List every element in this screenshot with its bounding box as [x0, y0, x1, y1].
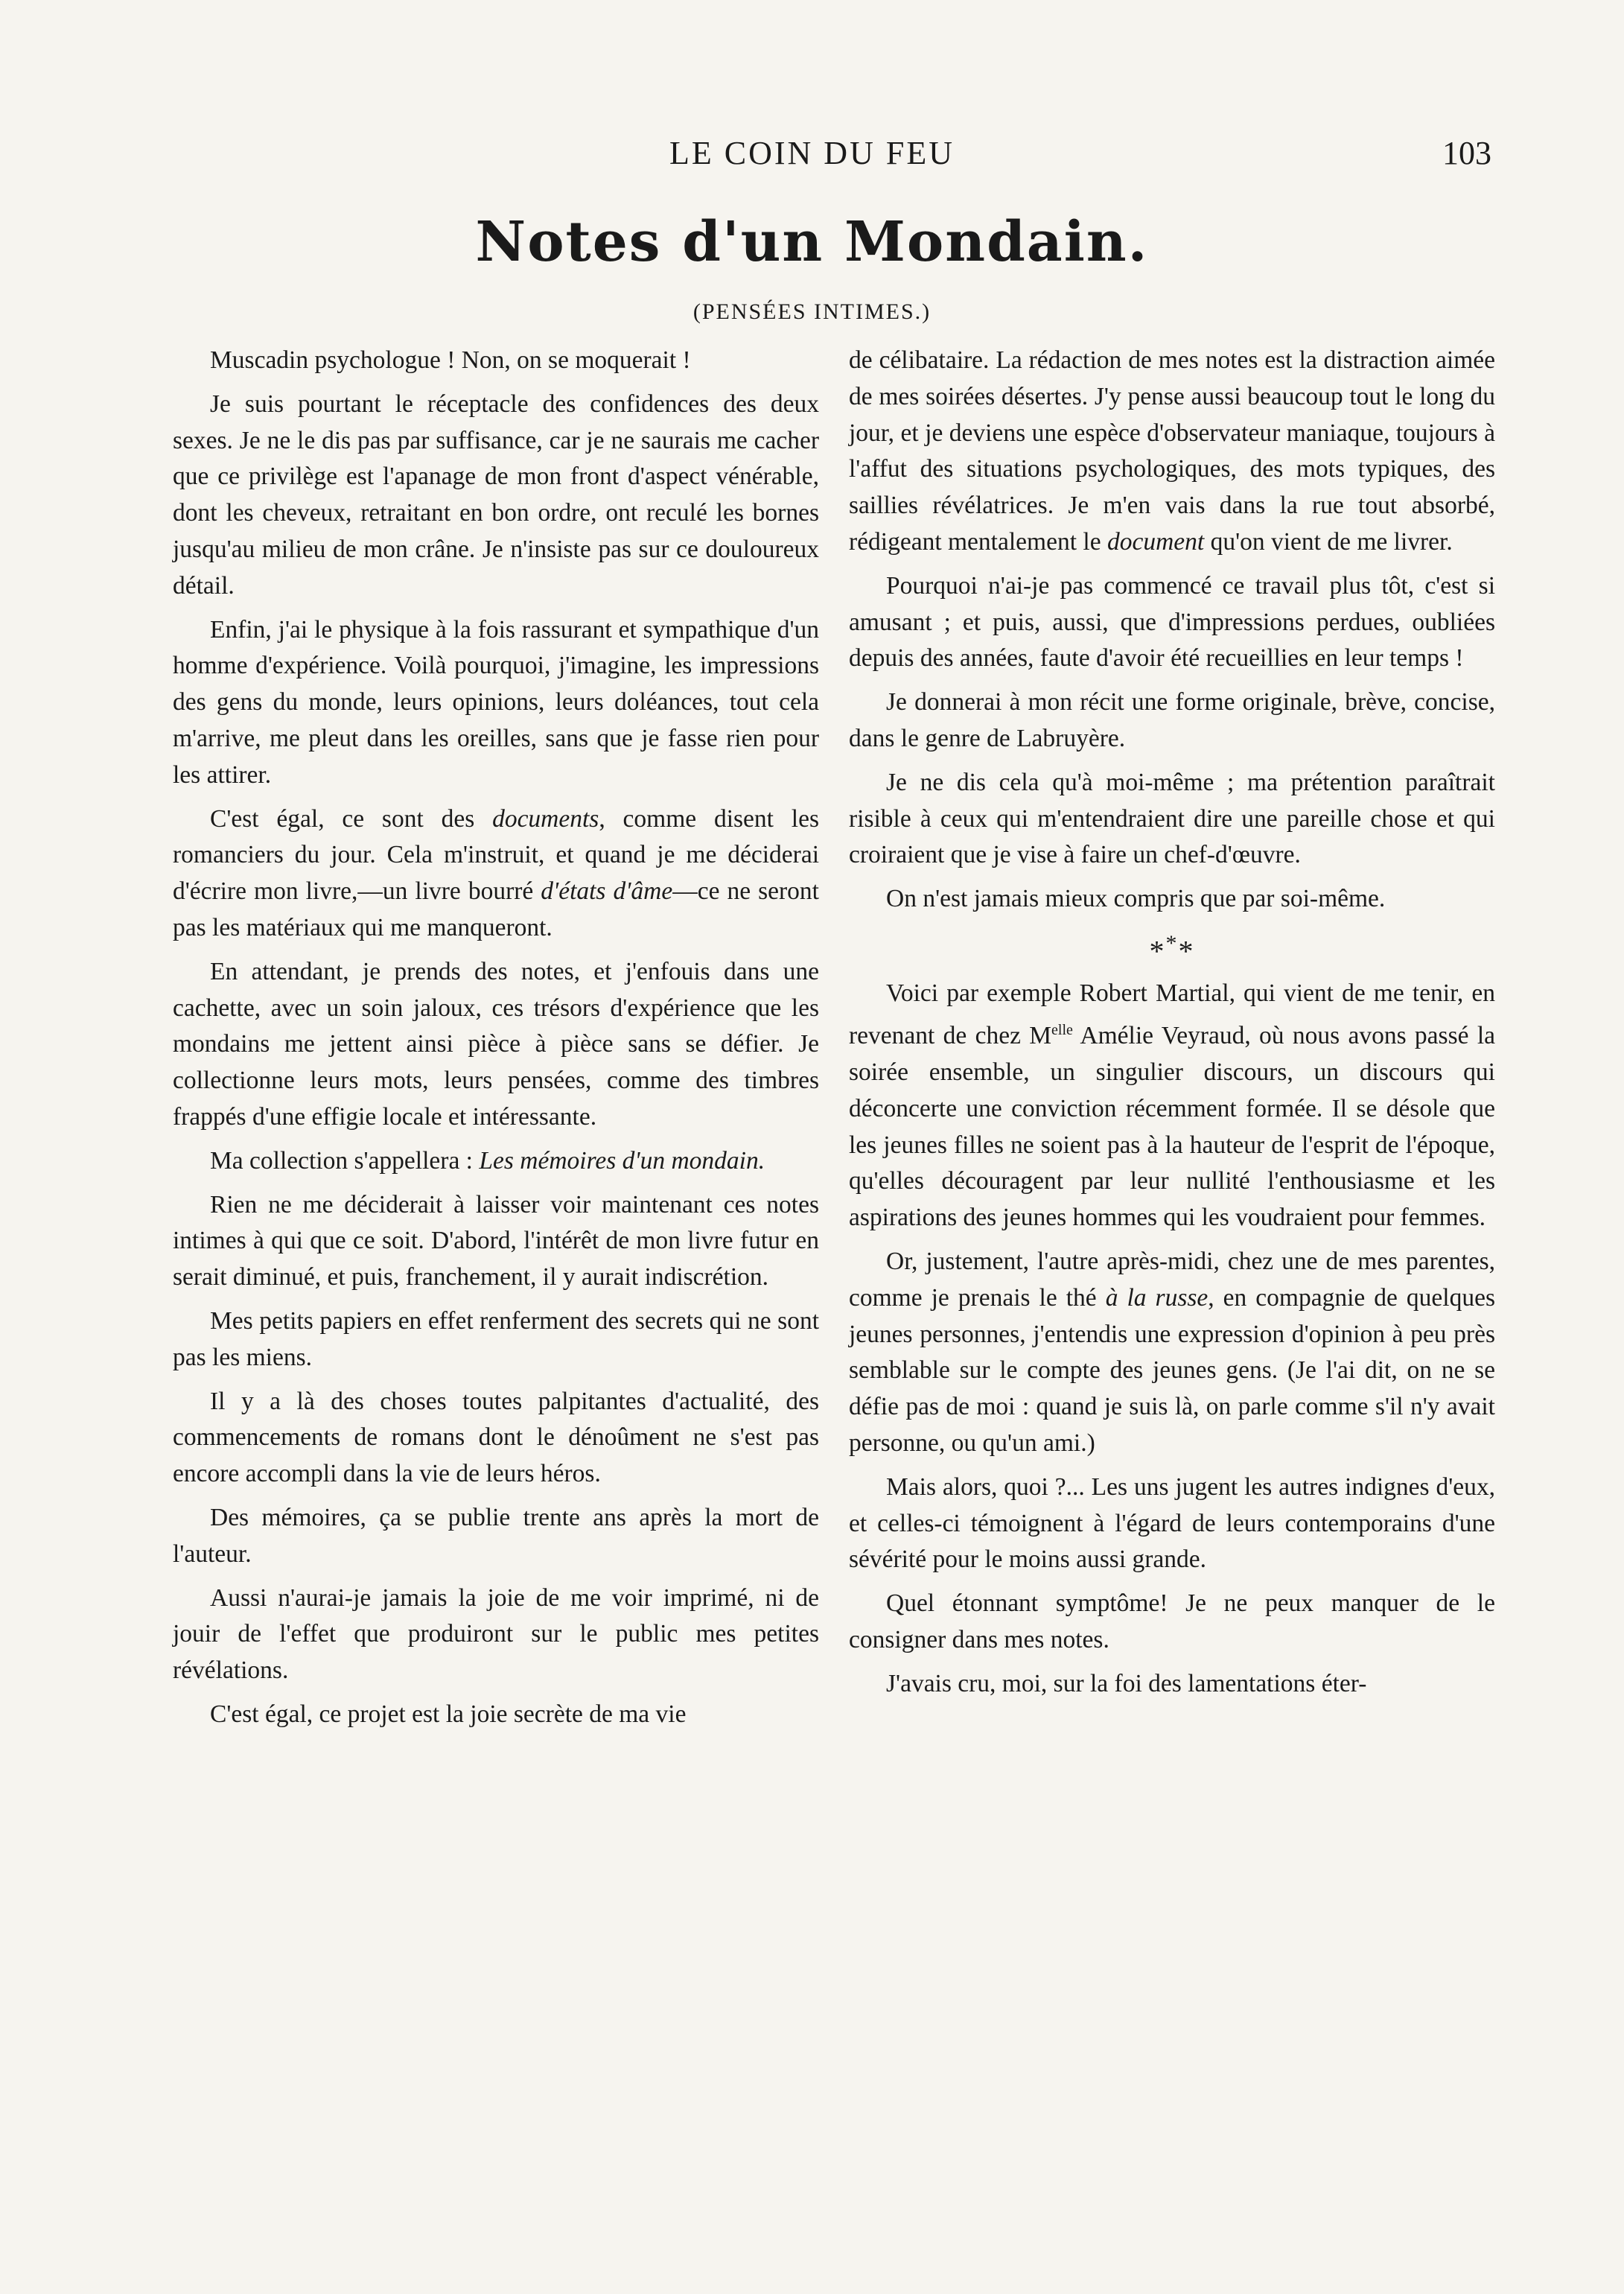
text-run: , comme disent les romanciers du jour. Cela m'instruit, et quand je me déciderai d'écrire mon livre,—un livre bourré: [173, 804, 819, 906]
paragraph: C'est égal, ce projet est la joie secrète de ma vie: [210, 1700, 687, 1728]
italic-text: Les mémoires d'un mondain.: [479, 1146, 765, 1175]
italic-text: à la russe: [1105, 1283, 1209, 1312]
paragraph: Des mémoires, ça se publie trente ans après la mort de l'auteur.: [173, 1503, 819, 1568]
paragraph: Je ne dis cela qu'à moi-même ; ma prétention paraîtrait risible à ceux qui m'entendraient dire une pareille chose et qui croiraient que je vise à faire un chef-d'œuvre.: [849, 768, 1495, 869]
text-run: Ma collection s'appellera :: [210, 1146, 480, 1175]
text-run: Amélie Veyraud, où nous avons passé la soirée ensemble, un singulier discours, un discours qui déconcerte une conviction récemment formée. Il se désole que les jeunes filles ne soient pas à la hauteur de l'esprit de l'époque, qu'elles découragent par leur nullité l'enthousiasme et les aspirations des jeunes hommes qui les voudraient pour femmes.: [849, 1022, 1495, 1232]
italic-text: documents: [492, 804, 599, 833]
running-title: LE COIN DU FEU: [669, 135, 955, 171]
paragraph: [849, 976, 1495, 1236]
paragraph: Quel étonnant symptôme! Je ne peux manquer de le consigner dans mes notes.: [849, 1589, 1495, 1653]
text-run: C'est égal, ce sont des: [210, 804, 493, 833]
paragraph: Muscadin psychologue ! Non, on se moquerait !: [210, 346, 691, 374]
paragraph: Mais alors, quoi ?... Les uns jugent les autres indignes d'eux, et celles-ci témoignent à l'égard de leurs contemporains d'une sévérité pour le moins aussi grande.: [849, 1472, 1495, 1574]
text-run: Or, justement, l'autre après-midi, chez une de mes parentes, comme je prenais le thé: [849, 1248, 1495, 1312]
article-title: Notes d'un Mondain.: [475, 210, 1149, 274]
paragraph: Rien ne me déciderait à laisser voir maintenant ces notes intimes à qui que ce soit. D'abord, l'intérêt de mon livre futur en serait diminué, et puis, franchement, il y aurait indiscrétion.: [173, 1190, 819, 1291]
superscript: elle: [1051, 1022, 1073, 1039]
star-glyph: *: [1149, 934, 1166, 968]
left-column: [173, 343, 819, 1741]
paragraph: Pourquoi n'ai-je pas commencé ce travail plus tôt, c'est si amusant ; et puis, aussi, que d'impressions perdues, oubliées depuis des années, faute d'avoir été recueillies en leur temps !: [849, 571, 1495, 673]
paragraph: Aussi n'aurai-je jamais la joie de me voir imprimé, ni de jouir de l'effet que produiront sur le public mes petites révélations.: [173, 1583, 819, 1685]
paragraph: En attendant, je prends des notes, et j'enfouis dans une cachette, avec un soin jaloux, ces trésors d'expérience que les mondains me jettent ainsi pièce à pièce sans se défier. Je collectionne leurs mots, leurs pensées, comme des timbres frappés d'une effigie locale et intéressante.: [173, 957, 819, 1131]
paragraph: Je suis pourtant le réceptacle des confidences des deux sexes. Je ne le dis pas par suffisance, car je ne saurais me cacher que ce privilège est l'apanage de mon front d'aspect vénérable, dont les cheveux, retraitant en bon ordre, ont reculé les bornes jusqu'au milieu de mon crâne. Je n'insiste pas sur ce douloureux détail.: [173, 390, 819, 600]
italic-text: document: [1106, 527, 1205, 556]
paragraph: Enfin, j'ai le physique à la fois rassurant et sympathique d'un homme d'expérience. Voilà pourquoi, j'imagine, les impressions des gens du monde, leurs opinions, leurs doléances, tout cela m'arrive, me pleut dans les oreilles, sans que je fasse rien pour les attirer.: [173, 615, 819, 789]
text-run: de célibataire. La rédaction de mes notes est la distraction aimée de mes soirées désertes. J'y pense aussi beaucoup tout le long du jour, et je deviens une espèce d'observateur maniaque, toujours à l'affut des situations psychologiques, des mots typiques, des saillies révélatrices. Je m'en vais dans la rue tout absorbé, rédigeant mentalement le: [849, 346, 1495, 556]
paragraph: Je donnerai à mon récit une forme originale, brève, concise, dans le genre de Labruyère.: [849, 688, 1495, 752]
section-separator: [849, 925, 1495, 970]
paragraph: Il y a là des choses toutes palpitantes d'actualité, des commencements de romans dont le dénoûment ne s'est pas encore accompli dans la vie de leurs héros.: [173, 1387, 819, 1488]
paragraph: J'avais cru, moi, sur la foi des lamentations éter-: [886, 1669, 1367, 1697]
paragraph: [849, 343, 1495, 561]
right-column: [849, 343, 1495, 1710]
text-run: —ce ne seront pas les matériaux qui me manqueront.: [173, 877, 819, 941]
italic-text: d'états d'âme: [541, 877, 673, 906]
text-run: qu'on vient de me livrer.: [1204, 527, 1453, 556]
star-glyph: *: [1165, 930, 1179, 956]
paragraph: Mes petits papiers en effet renferment des secrets qui ne sont pas les miens.: [173, 1306, 819, 1371]
text-run: , en compagnie de quelques jeunes personnes, j'entendis une expression d'opinion à peu près semblable sur le compte des jeunes gens. (Je l'ai dit, on ne se défie pas de moi : quand je suis là, on parle comme s'il n'y avait personne, ou qu'un ami.): [849, 1283, 1496, 1457]
paragraph: On n'est jamais mieux compris que par soi-même.: [886, 885, 1386, 913]
star-glyph: *: [1178, 934, 1195, 968]
paragraph: [173, 801, 819, 947]
running-head: [0, 134, 1624, 179]
paragraph: [849, 1244, 1495, 1462]
page-number: 103: [1442, 135, 1491, 171]
article-subtitle: (PENSÉES INTIMES.): [692, 299, 932, 324]
text-run: Voici par exemple Robert Martial, qui vient de me tenir, en revenant de chez M: [849, 979, 1495, 1050]
paragraph: [173, 1143, 819, 1180]
